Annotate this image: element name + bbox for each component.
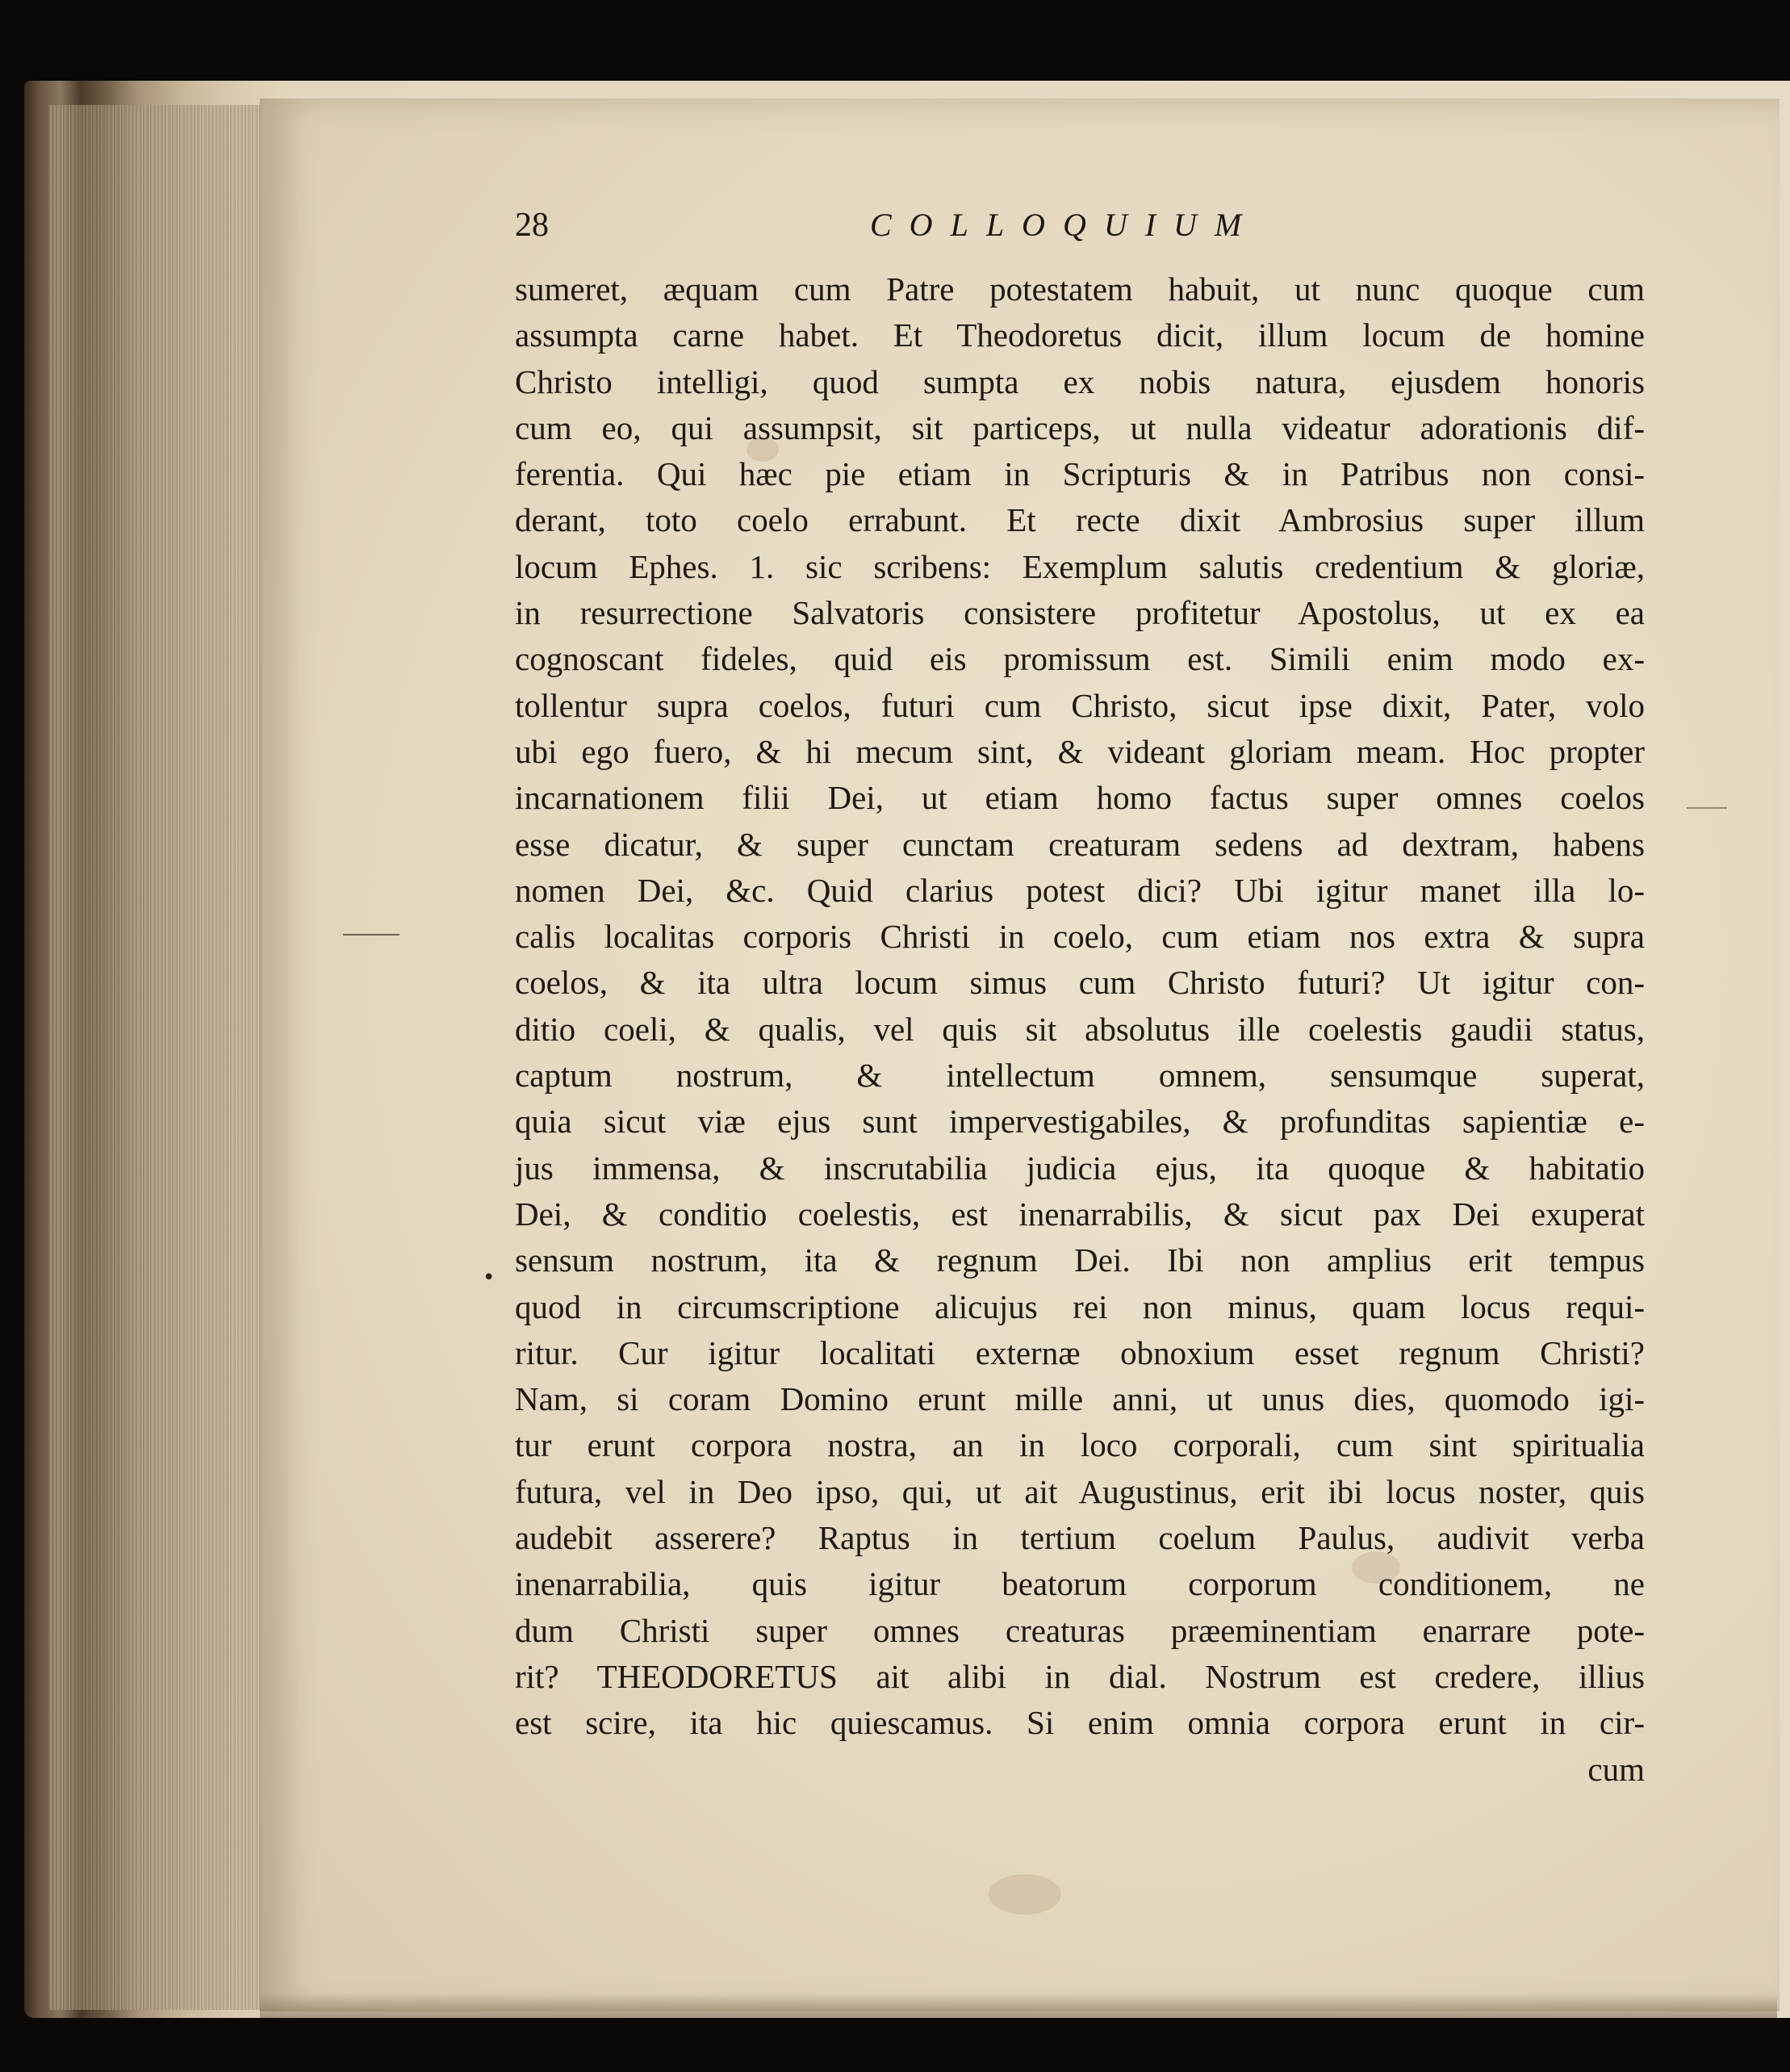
- text-line: locum Ephes. 1. sic scribens: Exemplum salutis credentium & gloriæ,: [515, 547, 1645, 585]
- text-line: tur erunt corpora nostra, an in loco corporali, cum sint spiritualia: [515, 1426, 1645, 1464]
- text-line: calis localitas corporis Christi in coelo, cum etiam nos extra & supra: [515, 918, 1645, 956]
- page-number: 28: [515, 207, 549, 244]
- marginal-mark: •: [483, 1266, 496, 1290]
- page-header: [515, 206, 1645, 254]
- text-line: ferentia. Qui hæc pie etiam in Scripturis & in Patribus non consi-: [515, 455, 1645, 493]
- text-line: quia sicut viæ ejus sunt impervestigabiles, & profunditas sapientiæ e-: [515, 1103, 1645, 1141]
- margin-pencil-mark: [1687, 807, 1727, 809]
- text-line: nomen Dei, &c. Quid clarius potest dici? Ubi igitur manet illa lo-: [515, 871, 1645, 909]
- text-line: Christo intelligi, quod sumpta ex nobis natura, ejusdem honoris: [515, 362, 1645, 400]
- text-line: sumeret, æquam cum Patre potestatem habuit, ut nunc quoque cum: [515, 270, 1645, 308]
- text-line: Nam, si coram Domino erunt mille anni, ut unus dies, quomodo igi-: [515, 1380, 1645, 1418]
- text-line: sensum nostrum, ita & regnum Dei. Ibi non amplius erit tempus: [515, 1241, 1645, 1279]
- text-line: ubi ego fuero, & hi mecum sint, & videant gloriam meam. Hoc propter: [515, 732, 1645, 770]
- text-line: tollentur supra coelos, futuri cum Christo, sicut ipse dixit, Pater, volo: [515, 686, 1645, 724]
- text-line: quod in circumscriptione alicujus rei non minus, quam locus requi-: [515, 1287, 1645, 1325]
- text-line: dum Christi super omnes creaturas præeminentiam enarrare pote-: [515, 1611, 1645, 1649]
- text-line: futura, vel in Deo ipso, qui, ut ait Augustinus, erit ibi locus noster, quis: [515, 1472, 1645, 1510]
- text-line: esse dicatur, & super cunctam creaturam sedens ad dextram, habens: [515, 825, 1645, 863]
- margin-pencil-mark: [343, 934, 399, 936]
- text-line: audebit asserere? Raptus in tertium coelum Paulus, audivit verba: [515, 1519, 1645, 1557]
- text-line: ritur. Cur igitur localitati externæ obnoxium esset regnum Christi?: [515, 1333, 1645, 1371]
- running-title: COLLOQUIUM: [870, 207, 1260, 243]
- text-line: assumpta carne habet. Et Theodoretus dicit, illum locum de homine: [515, 316, 1645, 354]
- text-line: incarnationem filii Dei, ut etiam homo factus super omnes coelos: [515, 779, 1645, 817]
- page-bottom-shadow: [260, 1994, 1777, 2018]
- page-edges: [48, 105, 266, 2010]
- text-line: derant, toto coelo errabunt. Et recte dixit Ambrosius super illum: [515, 501, 1645, 539]
- body-text: [515, 266, 1645, 1793]
- text-line: inenarrabilia, quis igitur beatorum corporum conditionem, ne: [515, 1565, 1645, 1603]
- text-line: cum eo, qui assumpsit, sit particeps, ut nulla videatur adorationis dif-: [515, 408, 1645, 446]
- text-line: est scire, ita hic quiescamus. Si enim omnia corpora erunt in cir-: [515, 1704, 1645, 1742]
- catchword: cum: [1587, 1750, 1645, 1788]
- text-line: captum nostrum, & intellectum omnem, sensumque superat,: [515, 1057, 1645, 1095]
- text-line: rit? THEODORETUS ait alibi in dial. Nostrum est credere, illius: [515, 1657, 1645, 1695]
- text-line: ditio coeli, & qualis, vel quis sit absolutus ille coelestis gaudii status,: [515, 1010, 1645, 1048]
- text-line: Dei, & conditio coelestis, est inenarrabilis, & sicut pax Dei exuperat: [515, 1195, 1645, 1233]
- text-line: cognoscant fideles, quid eis promissum est. Simili enim modo ex-: [515, 640, 1645, 678]
- text-line: in resurrectione Salvatoris consistere profitetur Apostolus, ut ex ea: [515, 594, 1645, 632]
- paper-stain: [989, 1874, 1061, 1915]
- text-line: jus immensa, & inscrutabilia judicia ejus, ita quoque & habitatio: [515, 1149, 1645, 1187]
- text-line: coelos, & ita ultra locum simus cum Christo futuri? Ut igitur con-: [515, 964, 1645, 1002]
